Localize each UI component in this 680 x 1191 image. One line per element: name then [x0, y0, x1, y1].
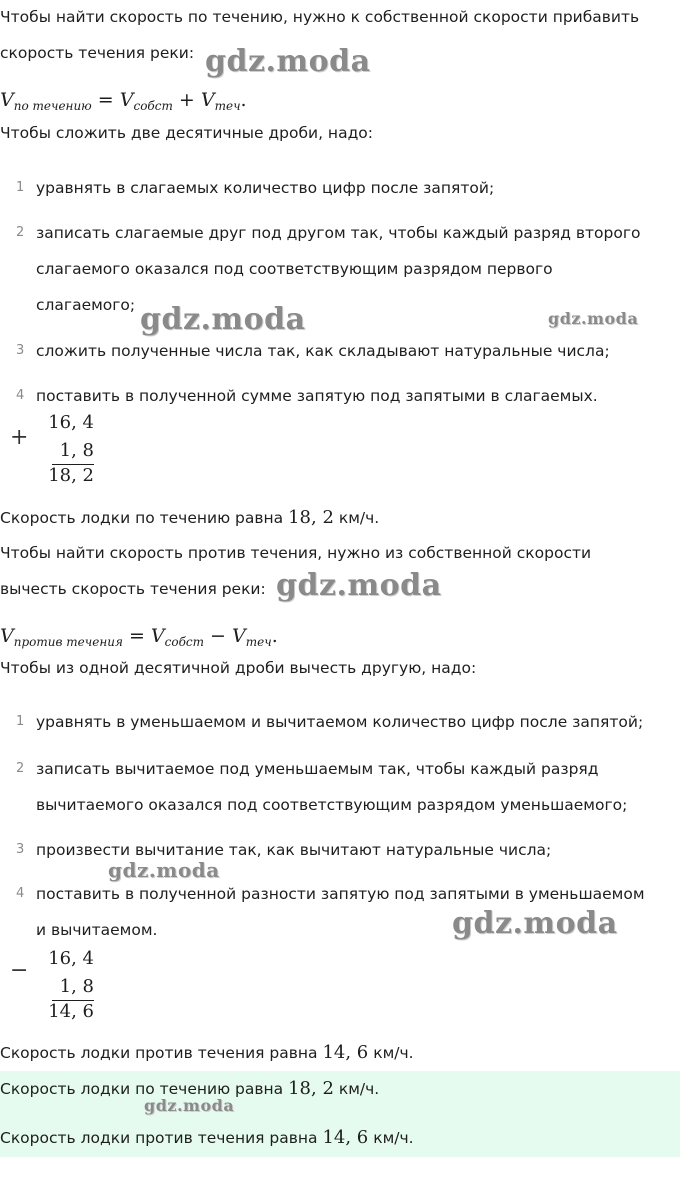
list-text: поставить в полученной разности запятую под запятыми в уменьшаемом	[36, 885, 645, 903]
paragraph-add-decimals-intro: Чтобы сложить две десятичные дроби, надо:	[0, 124, 373, 142]
column-addition	[44, 410, 94, 490]
list-number: 1	[16, 180, 25, 195]
subtrahend: 1, 8	[59, 976, 94, 997]
paragraph-subtract-decimals-intro: Чтобы из одной десятичной дроби вычесть другую, надо:	[0, 659, 477, 677]
addend-1: 16, 4	[48, 412, 94, 433]
watermark-logo: gdz.moda	[276, 568, 442, 603]
plus-sign: +	[10, 425, 29, 450]
list-text: уравнять в слагаемых количество цифр после запятой;	[36, 179, 495, 197]
formula-downstream: $V_{по течению} = V_{собст} + V_{теч}$.	[0, 89, 247, 113]
list-text: записать слагаемые друг под другом так, чтобы каждый разряд второго	[36, 224, 641, 242]
list-text: сложить полученные числа так, как складывают натуральные числа;	[36, 342, 610, 360]
list-text: слагаемого;	[36, 296, 136, 314]
paragraph-downstream-result: Скорость лодки по течению равна 18, 2 км/ч.	[0, 507, 380, 528]
watermark-logo: gdz.moda	[452, 906, 618, 941]
list-text: записать вычитаемое под уменьшаемым так, чтобы каждый разряд	[36, 760, 599, 778]
list-text: уравнять в уменьшаемом и вычитаемом количество цифр после запятой;	[36, 713, 644, 731]
list-number: 3	[16, 842, 25, 857]
list-number: 2	[16, 225, 25, 240]
watermark-logo: gdz.moda	[548, 309, 639, 328]
answer-line-downstream: Скорость лодки по течению равна 18, 2 км/ч.	[0, 1078, 380, 1099]
minuend: 16, 4	[48, 948, 94, 969]
watermark-logo: gdz.moda	[108, 858, 220, 882]
list-text: и вычитаемом.	[36, 921, 158, 939]
addend-2: 1, 8	[59, 440, 94, 461]
answer-box	[0, 1071, 680, 1157]
paragraph-upstream-rule-line2: вычесть скорость течения реки:	[0, 580, 266, 598]
watermark-logo: gdz.moda	[140, 302, 306, 337]
watermark-logo: gdz.moda	[205, 44, 371, 79]
answer-line-upstream: Скорость лодки против течения равна 14, 6 км/ч.	[0, 1127, 414, 1148]
paragraph-downstream-rule-line2: скорость течения реки:	[0, 44, 195, 62]
watermark-logo: gdz.moda	[144, 1096, 235, 1115]
difference-result: 14, 6	[48, 1001, 94, 1022]
minus-sign: −	[10, 958, 29, 983]
list-text: произвести вычитание так, как вычитают натуральные числа;	[36, 841, 552, 859]
list-text: слагаемого оказался под соответствующим разрядом первого	[36, 260, 553, 278]
sum-result: 18, 2	[48, 465, 94, 486]
list-text: вычитаемого оказался под соответствующим разрядом уменьшаемого;	[36, 796, 628, 814]
formula-upstream: $V_{против течения} = V_{собст} - V_{теч}$.	[0, 625, 278, 649]
list-number: 4	[16, 886, 25, 901]
paragraph-upstream-result: Скорость лодки против течения равна 14, 6 км/ч.	[0, 1042, 414, 1063]
column-subtraction	[44, 946, 94, 1026]
list-text: поставить в полученной сумме запятую под запятыми в слагаемых.	[36, 387, 598, 405]
list-number: 3	[16, 343, 25, 358]
paragraph-upstream-rule-line1: Чтобы найти скорость против течения, нужно из собственной скорости	[0, 544, 592, 562]
list-number: 4	[16, 388, 25, 403]
paragraph-downstream-rule-line1: Чтобы найти скорость по течению, нужно к собственной скорости прибавить	[0, 8, 640, 26]
list-number: 1	[16, 714, 25, 729]
list-number: 2	[16, 761, 25, 776]
